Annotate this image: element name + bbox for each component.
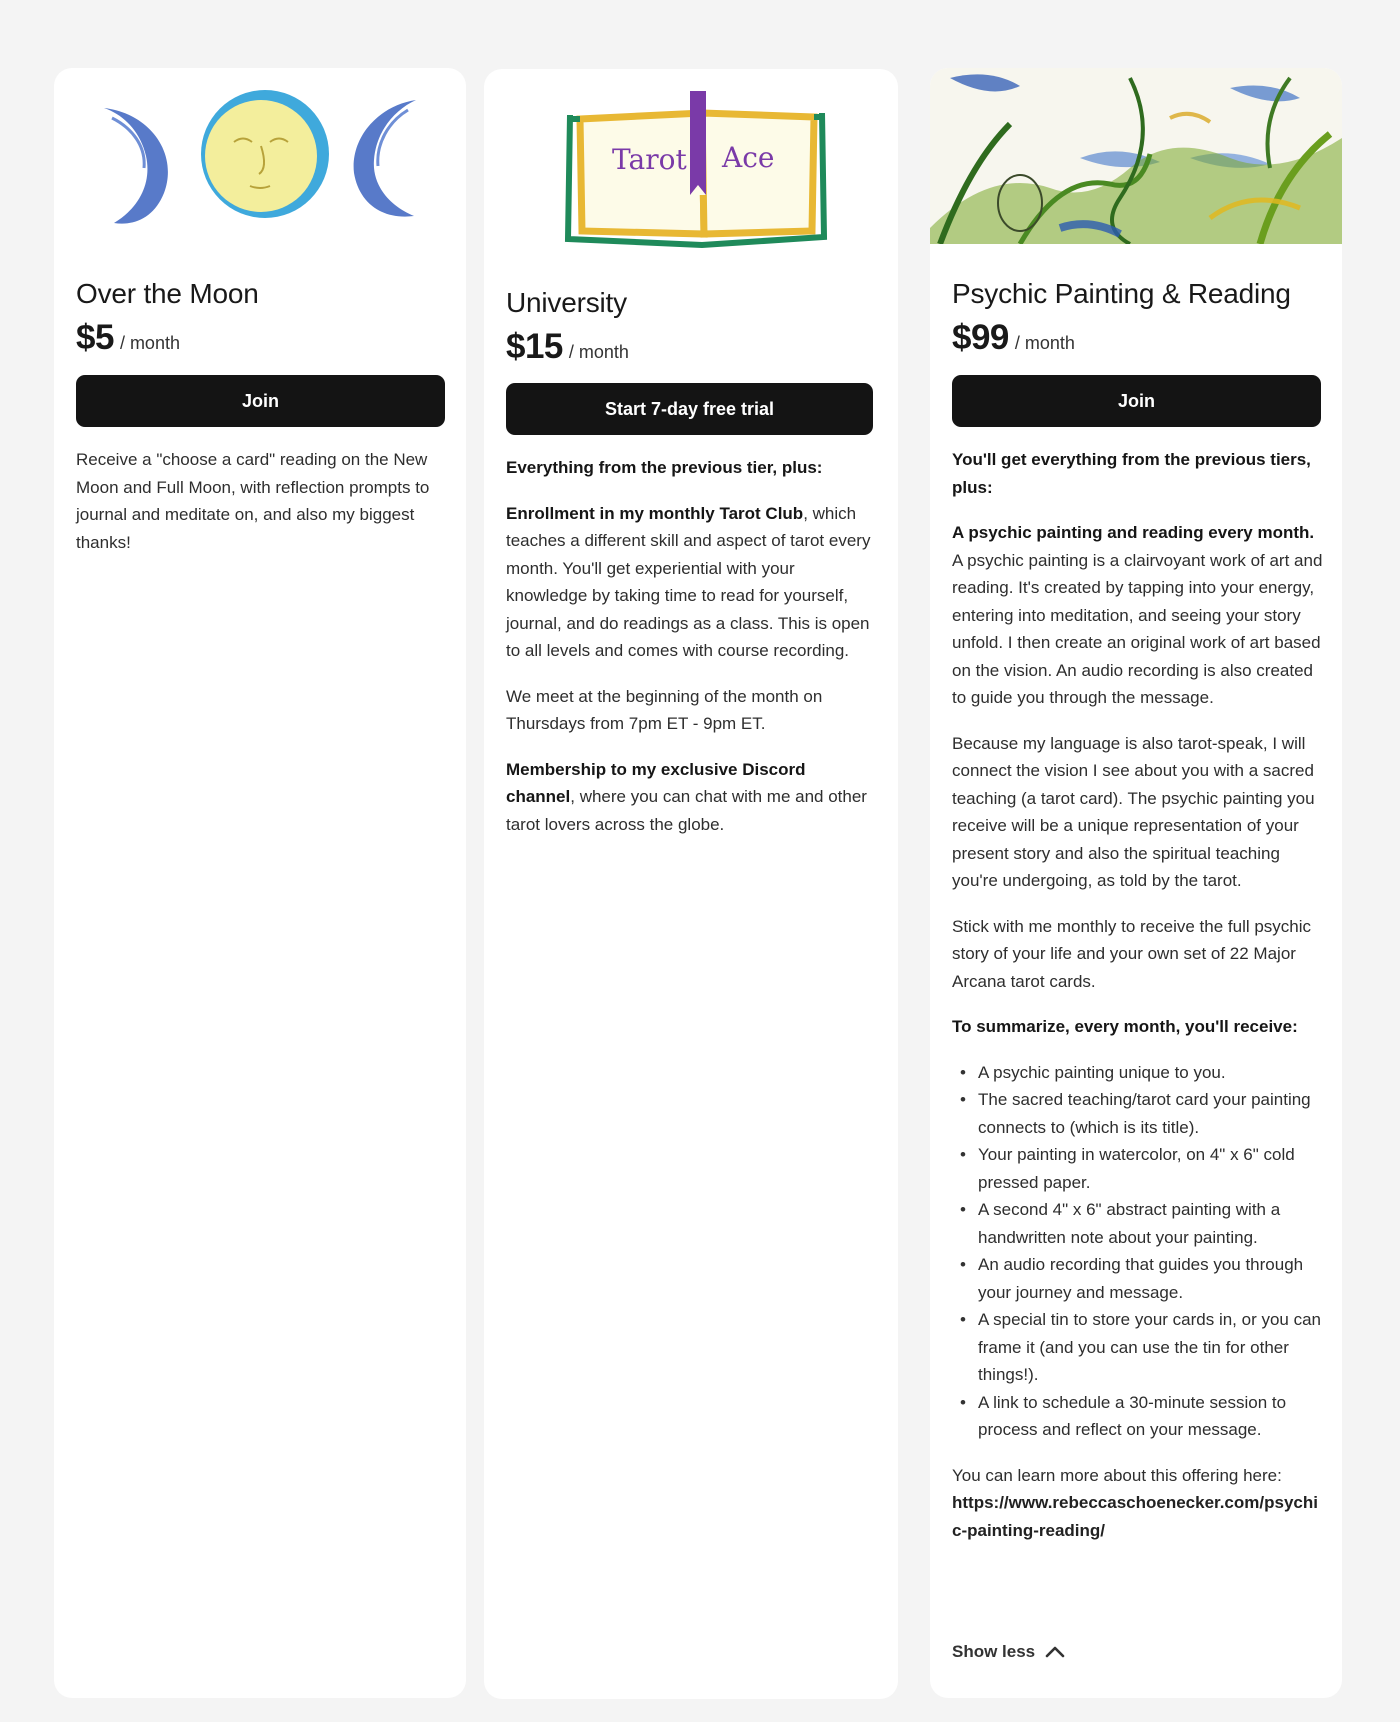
tier-title: University [506,287,627,318]
intro-text: You'll get everything from the previous tiers, plus: [952,450,1311,497]
list-item: • The sacred teaching/tarot card your painting connects to (which is its title). [952,1086,1324,1141]
price-amount: $5 [76,318,114,357]
chevron-up-icon [1045,1645,1065,1659]
tier-description [952,446,1324,1562]
price-period: / month [119,333,180,353]
tier-price [506,327,629,367]
price-period: / month [1014,333,1075,353]
tier-title: Over the Moon [76,278,259,309]
intro-text: Everything from the previous tier, plus: [506,458,823,477]
schedule-paragraph: We meet at the beginning of the month on Thursdays from 7pm ET - 9pm ET. [506,686,823,733]
offering-link[interactable]: https://www.rebeccaschoenecker.com/psychic-painting-reading/ [952,1493,1318,1540]
art-text-ace: Ace [722,141,775,174]
summary-heading: To summarize, every month, you'll receive: [952,1017,1298,1036]
description-text: Receive a "choose a card" reading on the New Moon and Full Moon, with reflection prompts to journal and meditate on, and also my biggest thanks! [76,450,430,552]
list-item: • A special tin to store your cards in, or you can frame it (and you can use the tin for other things!). [952,1306,1324,1389]
tier-price [952,318,1075,358]
benefits-list [952,1059,1324,1444]
price-amount: $99 [952,318,1009,357]
discord-paragraph: Membership to my exclusive Discord channel, where you can chat with me and other tarot lovers across the globe. [506,759,867,834]
art-text-tarot: Tarot [612,143,687,176]
list-item: • A second 4" x 6" abstract painting with a handwritten note about your painting. [952,1196,1324,1251]
psychic-painting-art [930,68,1342,244]
tier-title: Psychic Painting & Reading [952,278,1291,309]
tarot-speak-paragraph: Because my language is also tarot-speak, I will connect the vision I see about you with a sacred teaching (a tarot card). The psychic painting you receive will be a unique representation of your present story and also the spiritual teaching you're undergoing, as told by the tarot. [952,733,1315,890]
painting-paragraph: A psychic painting and reading every month. A psychic painting is a clairvoyant work of art and reading. It's created by tapping into your energy, entering into meditation, and seeing your story unfold. I then create an original work of art based on the vision. An audio recording is also created to guide you through the message. [952,523,1323,707]
join-button[interactable]: Join [76,375,445,427]
tier-card-university [484,69,898,1699]
list-item: • Your painting in watercolor, on 4" x 6" cold pressed paper. [952,1141,1324,1196]
tier-price [76,318,180,358]
tarot-club-paragraph: Enrollment in my monthly Tarot Club, which teaches a different skill and aspect of tarot every month. You'll get experiential with your knowledge by taking time to read for yourself, journal, and do readings as a class. This is open to all levels and comes with course recording. [506,503,871,660]
moon-phases-icon [54,68,466,238]
tier-description [506,454,878,856]
price-amount: $15 [506,327,563,366]
show-less-toggle[interactable] [952,1642,1065,1662]
tier-description [76,446,448,574]
monthly-paragraph: Stick with me monthly to receive the full psychic story of your life and your own set of 22 Major Arcana tarot cards. [952,916,1312,991]
price-period: / month [568,342,629,362]
list-item: • An audio recording that guides you through your journey and message. [952,1251,1324,1306]
learn-more-paragraph: You can learn more about this offering here: https://www.rebeccaschoenecker.com/psychic-painting-reading/ [952,1465,1318,1540]
tarot-ace-book-icon [484,69,898,249]
start-trial-button[interactable]: Start 7-day free trial [506,383,873,435]
tier-card-over-the-moon [54,68,466,1698]
show-less-label: Show less [952,1642,1036,1661]
list-item: • A link to schedule a 30-minute session to process and reflect on your message. [952,1389,1324,1444]
join-button[interactable]: Join [952,375,1321,427]
list-item: • A psychic painting unique to you. [952,1059,1324,1087]
tier-card-psychic-painting [930,68,1342,1698]
